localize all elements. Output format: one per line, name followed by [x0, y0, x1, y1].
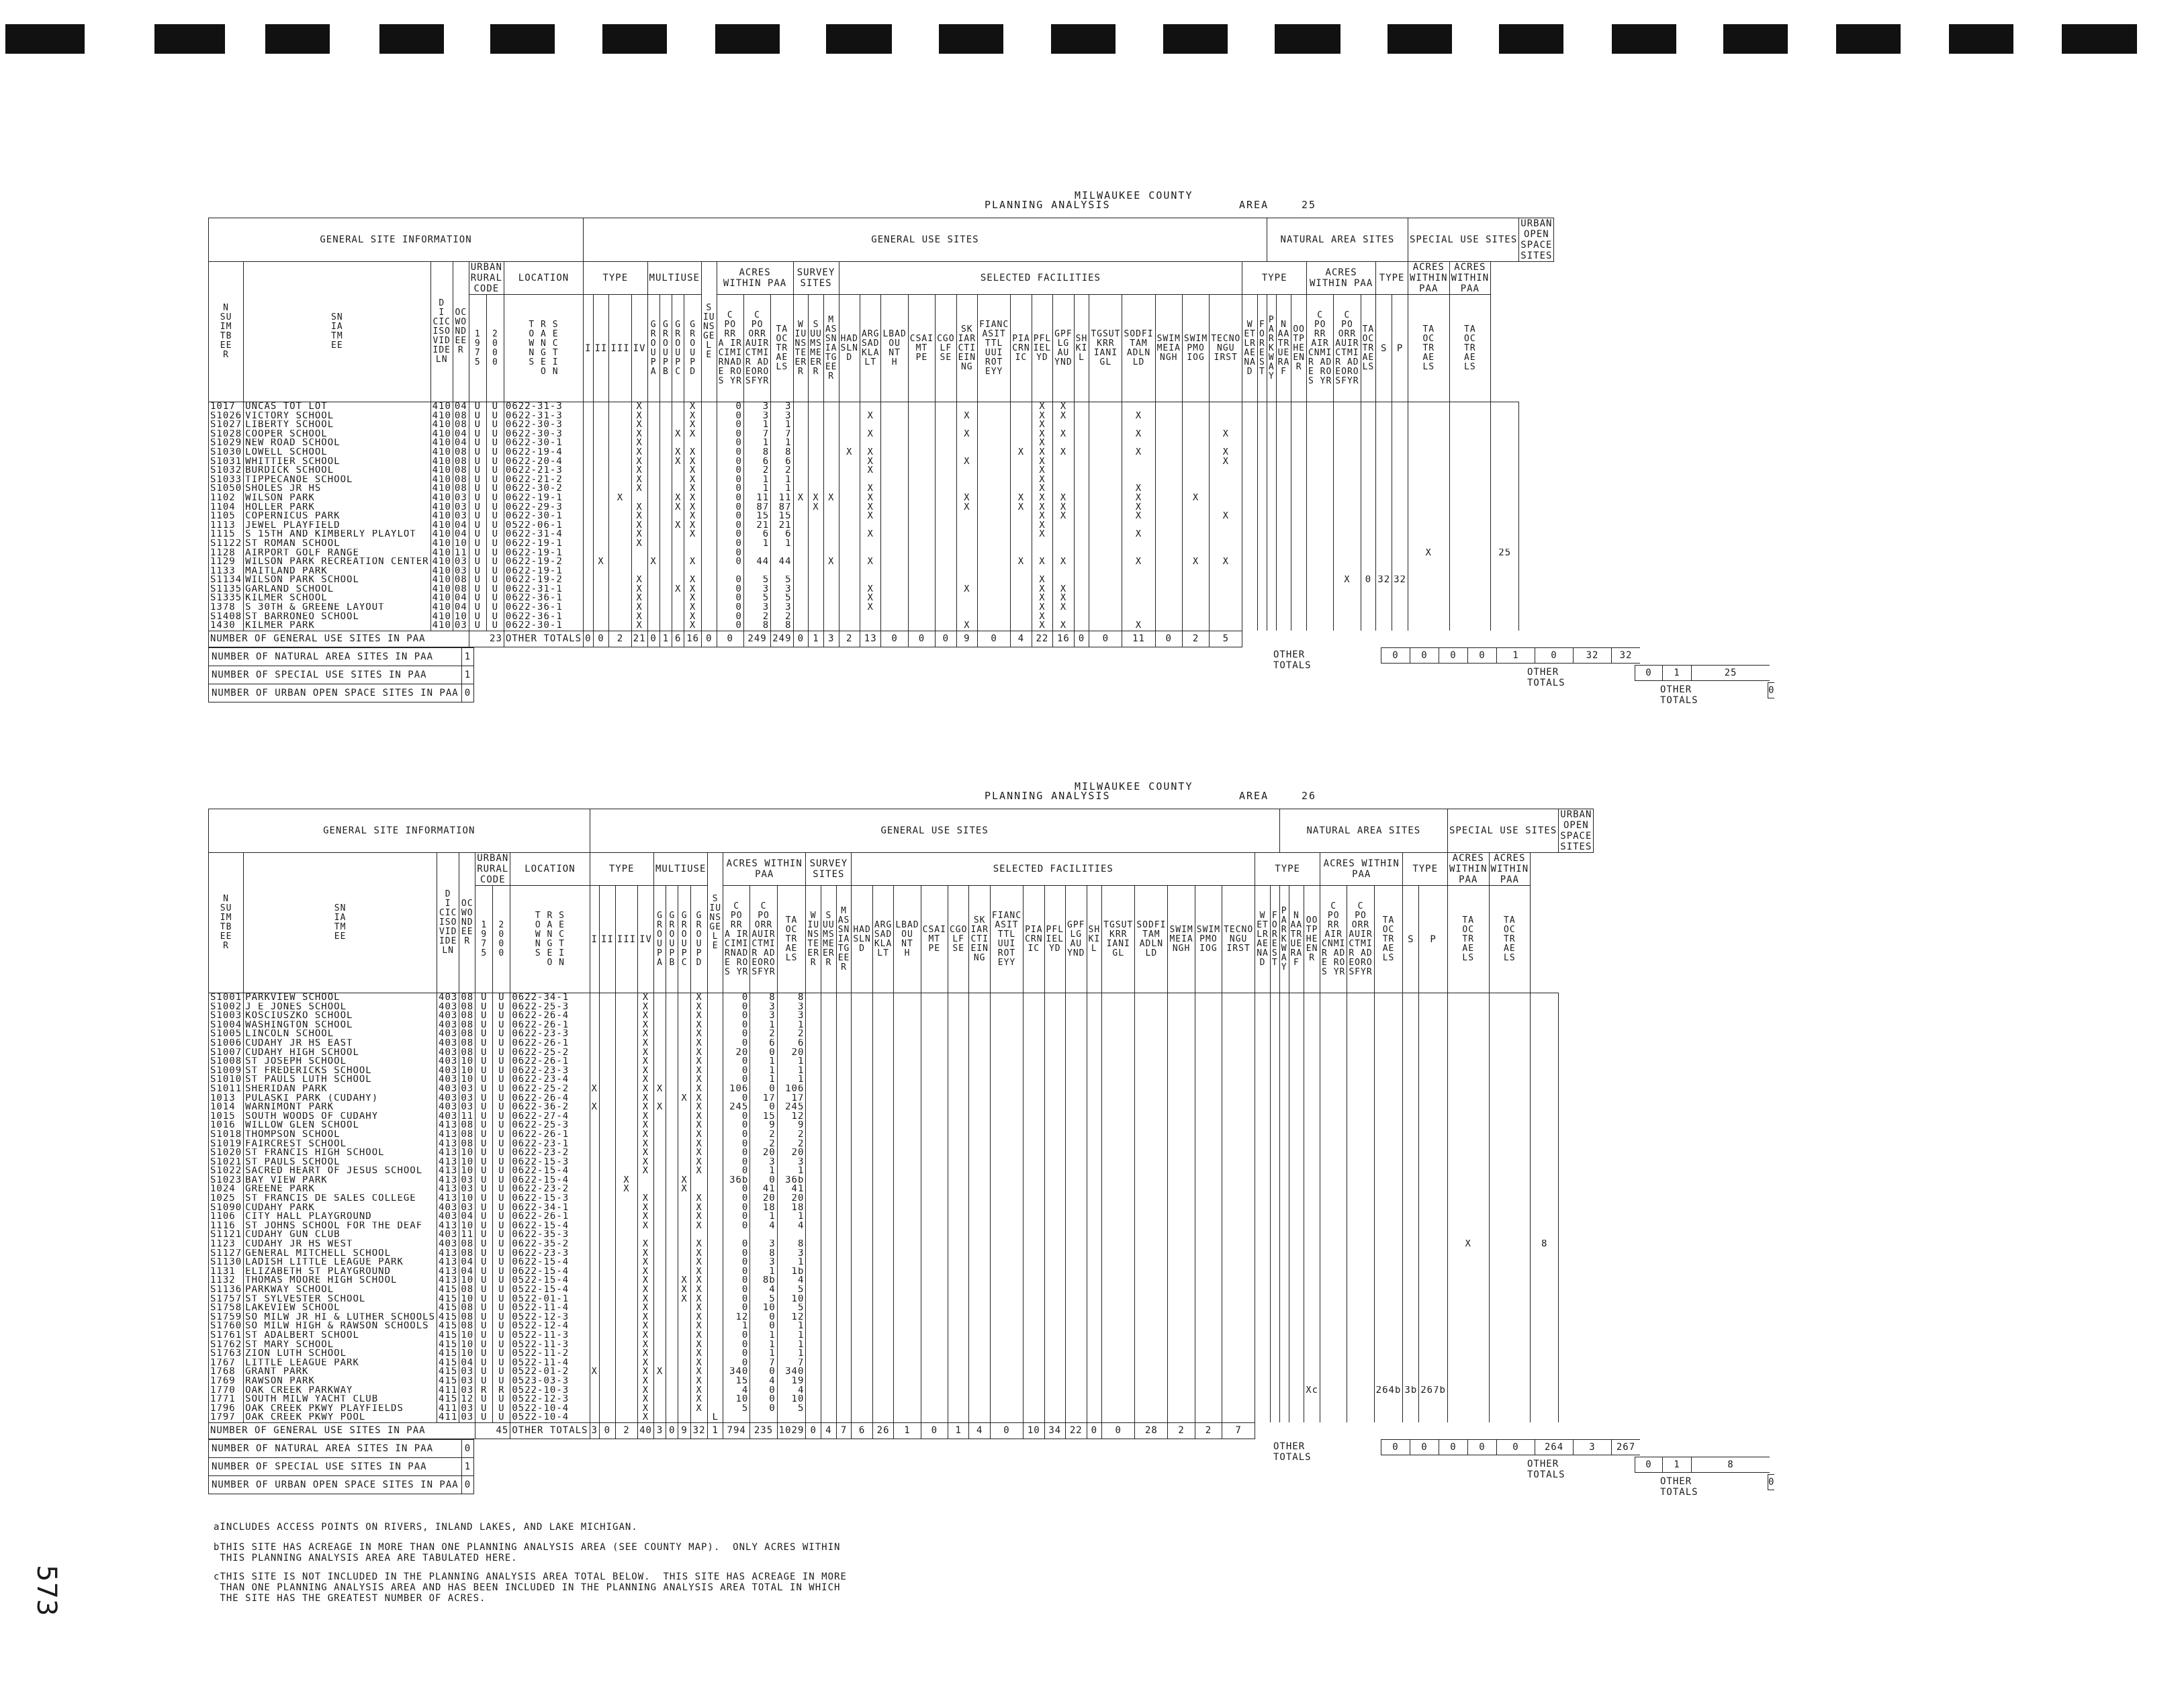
- registration-mark: [2062, 24, 2137, 54]
- urban-sites-count: 0: [461, 1476, 473, 1494]
- general-total-value: 7: [836, 1422, 852, 1439]
- table-row: S1030 LOWELL SCHOOL 410 08 U U 0622-19-4 X X X 0 8 8 X X X X X X X: [209, 448, 1554, 457]
- general-total-value: 794: [723, 1422, 750, 1439]
- table-row: S1006 CUDAHY JR HS EAST 403 08 U U 0622-26-1 X X 0 6 6: [209, 1039, 1594, 1048]
- general-total-value: 0: [936, 631, 956, 647]
- general-total-value: 6: [852, 1422, 872, 1439]
- total-value: 267: [1611, 1440, 1640, 1455]
- table-row: S1760 SO MILW HIGH & RAWSON SCHOOLS 415 08 U U 0522-12-4 X X 1 0 1: [209, 1322, 1594, 1331]
- total-value: 0: [1635, 1457, 1662, 1472]
- natural-area-sites-header: NATURAL AREA SITES: [1267, 218, 1408, 262]
- area-number: 25: [1302, 199, 1317, 211]
- registration-marks: [0, 24, 2184, 54]
- total-value: 25: [1691, 666, 1770, 680]
- table-row: S1759 SO MILW JR HI & LUTHER SCHOOLS 415 08 U U 0522-12-3 X X 12 0 12: [209, 1313, 1594, 1322]
- special-use-totals: [1635, 665, 1770, 681]
- general-total-value: 0: [908, 631, 935, 647]
- table-row: S1758 LAKEVIEW SCHOOL 415 08 U U 0522-11-4 X X 0 10 5: [209, 1304, 1594, 1313]
- general-total-value: 0: [584, 631, 593, 647]
- natural-sites-count: 1: [461, 648, 473, 666]
- general-sites-count-label: NUMBER OF GENERAL USE SITES IN PAA: [210, 633, 426, 645]
- general-totals-row: [209, 1422, 1594, 1439]
- area-label: AREA: [1239, 790, 1269, 802]
- site-count-summary: [208, 1439, 474, 1494]
- general-total-value: 0: [990, 1422, 1023, 1439]
- general-total-value: 3: [653, 1422, 666, 1439]
- table-row: S1011 SHERIDAN PARK 403 03 U U 0622-25-2 X X X X 106 0 106: [209, 1085, 1594, 1094]
- general-total-value: 1: [659, 631, 672, 647]
- general-total-value: 0: [793, 631, 809, 647]
- table-row: 1796 OAK CREEK PKWY PLAYFIELDS 411 03 U U 0522-10-4 X X 5 0 5: [209, 1404, 1594, 1414]
- general-total-value: 16: [1053, 631, 1074, 647]
- general-total-value: 0: [921, 1422, 948, 1439]
- table-row: S1019 FAIRCREST SCHOOL 413 08 U U 0622-23-1 X X 0 2 2: [209, 1140, 1594, 1149]
- general-total-value: 10: [1023, 1422, 1044, 1439]
- general-total-value: 21: [631, 631, 647, 647]
- table-row: S1018 THOMPSON SCHOOL 413 08 U U 0622-26-1 X X 0 2 2: [209, 1130, 1594, 1140]
- total-value: 0: [1768, 1475, 1774, 1490]
- general-total-value: 11: [1122, 631, 1155, 647]
- table-row: 1024 GREENE PARK 413 03 U U 0622-23-2 X X 0 41 41: [209, 1185, 1594, 1194]
- table-row: S1032 BURDICK SCHOOL 410 08 U U 0622-21-3 X X 0 2 2 X X: [209, 466, 1554, 475]
- table-row: S1029 NEW ROAD SCHOOL 410 04 U U 0622-30-1 X 0 1 1 X: [209, 439, 1554, 448]
- table-row: S1021 ST PAULS SCHOOL 413 10 U U 0622-15-3 X X 0 3 3: [209, 1158, 1594, 1167]
- urban-open-space-totals: [1768, 682, 1774, 698]
- table-row: S1757 ST SYLVESTER SCHOOL 415 10 U U 0522-01-1 X X X 0 5 10: [209, 1295, 1594, 1304]
- table-row: 1013 PULASKI PARK (CUDAHY) 403 03 U U 0622-26-4 X X X 0 17 17: [209, 1094, 1594, 1103]
- paa-26-table-block: [208, 780, 2126, 1499]
- general-total-value: 9: [956, 631, 977, 647]
- table-row: S1009 ST FREDERICKS SCHOOL 403 10 U U 0622-23-3 X X 0 1 1: [209, 1066, 1594, 1076]
- table-row: 1115 S 15TH AND KIMBERLY PLAYLOT 410 04 U U 0622-31-4 X X 0 6 6 X X X: [209, 530, 1554, 539]
- general-total-value: 4: [969, 1422, 990, 1439]
- general-use-sites-header: GENERAL USE SITES: [584, 218, 1267, 262]
- special-use-sites-header: SPECIAL USE SITES: [1408, 218, 1518, 262]
- registration-mark: [265, 24, 330, 54]
- other-totals-label: OTHER TOTALS: [1660, 1476, 1698, 1498]
- registration-mark: [154, 24, 225, 54]
- table-row: S1136 PARKWAY SCHOOL 415 08 U U 0522-15-4 X X X 0 4 5: [209, 1285, 1594, 1295]
- general-total-value: 0: [978, 631, 1011, 647]
- table-row: 1102 WILSON PARK 410 03 U U 0622-19-1 X X X 0 11 11 X X X X X X X X X X: [209, 494, 1554, 503]
- table-row: 1017 UNCAS TOT LOT 410 04 U U 0622-31-3 X X 0 3 3 X X: [209, 402, 1554, 412]
- table-row: S1003 KOSCIUSZKO SCHOOL 403 08 U U 0622-26-4 X X 0 3 3: [209, 1011, 1594, 1021]
- table-row: 1129 WILSON PARK RECREATION CENTER 410 03 U U 0622-19-2 X X X 0 44 44 X X X X X X X X: [209, 557, 1554, 567]
- general-totals-row: [209, 631, 1554, 647]
- natural-sites-count-label: NUMBER OF NATURAL AREA SITES IN PAA: [209, 648, 462, 666]
- other-totals-label: OTHER TOTALS: [504, 631, 583, 647]
- other-totals-label: OTHER TOTALS: [1527, 1459, 1565, 1480]
- general-total-value: 13: [860, 631, 880, 647]
- other-totals-label: OTHER TOTALS: [510, 1422, 590, 1439]
- total-value: 0: [1496, 1440, 1535, 1455]
- general-total-value: 0: [593, 631, 609, 647]
- urban-open-space-header: URBAN OPEN SPACE SITES: [1519, 218, 1554, 262]
- special-sites-count: 1: [461, 1458, 473, 1476]
- other-totals-label: OTHER TOTALS: [1273, 1441, 1312, 1463]
- natural-area-totals: [1381, 1439, 1640, 1455]
- general-total-value: 6: [672, 631, 684, 647]
- natural-area-totals: [1381, 647, 1640, 664]
- urban-open-space-header: URBAN OPEN SPACE SITES: [1559, 809, 1594, 853]
- total-value: 0: [1410, 648, 1439, 663]
- general-total-value: 0: [1102, 1422, 1135, 1439]
- table-row: S1121 CUDAHY GUN CLUB 403 11 U U 0622-35-3: [209, 1230, 1594, 1240]
- natural-area-sites-header: NATURAL AREA SITES: [1279, 809, 1447, 853]
- table-row: S1031 WHITTIER SCHOOL 410 08 U U 0622-20-4 X X X 0 6 6 X X X X: [209, 457, 1554, 467]
- general-total-value: 0: [666, 1422, 678, 1439]
- table-row: 1378 S 30TH & GREENE LAYOUT 410 04 U U 0622-36-1 X X 0 3 3 X X X: [209, 603, 1554, 612]
- total-value: 0: [1635, 666, 1662, 680]
- paa-25-table-block: [208, 189, 2126, 713]
- natural-sites-count-label: NUMBER OF NATURAL AREA SITES IN PAA: [209, 1440, 462, 1458]
- total-value: 3: [1573, 1440, 1611, 1455]
- footnote-a: aINCLUDES ACCESS POINTS ON RIVERS, INLAND LAKES, AND LAKE MICHIGAN.: [214, 1522, 638, 1533]
- general-total-value: 249: [771, 631, 793, 647]
- table-row: S1763 ZION LUTH SCHOOL 415 10 U U 0522-11-2 X X 0 1 1: [209, 1349, 1594, 1359]
- table-row: S1050 SHOLES JR HS 410 08 U U 0622-30-2 X X 0 1 1 X X X: [209, 484, 1554, 494]
- total-value: 0: [1381, 648, 1410, 663]
- urban-sites-count: 0: [461, 684, 473, 702]
- page-number: 573: [31, 1565, 62, 1616]
- general-total-value: 1: [948, 1422, 968, 1439]
- registration-mark: [1051, 24, 1116, 54]
- general-site-information-header: GENERAL SITE INFORMATION: [209, 809, 590, 853]
- special-sites-count-label: NUMBER OF SPECIAL USE SITES IN PAA: [209, 1458, 462, 1476]
- registration-mark: [939, 24, 1003, 54]
- general-total-value: 28: [1135, 1422, 1168, 1439]
- general-total-value: 32: [690, 1422, 708, 1439]
- general-total-value: 7: [1222, 1422, 1255, 1439]
- general-total-value: 2: [1195, 1422, 1222, 1439]
- total-value: 32: [1611, 648, 1640, 663]
- total-value: 0: [1410, 1440, 1439, 1455]
- total-value: 0: [1467, 1440, 1496, 1455]
- other-totals-label: OTHER TOTALS: [1660, 684, 1698, 706]
- table-row: 1767 LITTLE LEAGUE PARK 415 04 U U 0522-11-4 X X 0 7 7: [209, 1359, 1594, 1368]
- table-row: 1797 OAK CREEK PKWY POOL 411 03 U U 0522-10-4 X L: [209, 1413, 1594, 1422]
- table-row: S1122 ST ROMAN SCHOOL 410 10 U U 0622-19-1 X 0 1 1: [209, 539, 1554, 549]
- total-value: 1: [1662, 1457, 1691, 1472]
- total-value: 0: [1768, 683, 1774, 698]
- general-total-value: 26: [872, 1422, 893, 1439]
- table-row: 1132 THOMAS MOORE HIGH SCHOOL 413 10 U U 0522-15-4 X X X 0 8b 4: [209, 1276, 1594, 1285]
- table-row: S1005 LINCOLN SCHOOL 403 08 U U 0622-23-3 X X 0 2 2: [209, 1030, 1594, 1039]
- general-total-value: 2: [615, 1422, 637, 1439]
- special-sites-count-label: NUMBER OF SPECIAL USE SITES IN PAA: [209, 666, 462, 684]
- table-row: S1010 ST PAULS LUTH SCHOOL 403 10 U U 0622-23-4 X X 0 1 1: [209, 1075, 1594, 1085]
- table-row: S1033 TIPPECANOE SCHOOL 410 08 U U 0622-21-2 X X 0 1 1 X: [209, 475, 1554, 485]
- table-row: S1762 ST MARY SCHOOL 415 10 U U 0522-11-3 X X 0 1 1: [209, 1340, 1594, 1350]
- registration-mark: [1275, 24, 1340, 54]
- registration-mark: [1499, 24, 1563, 54]
- planning-analysis-title: PLANNING ANALYSIS: [985, 790, 1111, 802]
- total-value: 0: [1439, 1440, 1467, 1455]
- registration-mark: [1949, 24, 2013, 54]
- general-total-value: 22: [1066, 1422, 1087, 1439]
- table-row: 1430 KILMER PARK 410 03 U U 0622-30-1 X X 0 8 8 X X X X: [209, 621, 1554, 631]
- table-row: S1408 ST BARRONEO SCHOOL 410 10 U U 0622-36-1 X X 0 2 2 X: [209, 612, 1554, 622]
- registration-mark: [1612, 24, 1676, 54]
- general-total-value: 0: [701, 631, 717, 647]
- general-total-value: 4: [821, 1422, 837, 1439]
- table-row: 1116 ST JOHNS SCHOOL FOR THE DEAF 413 10 U U 0622-15-4 X X 0 4 4: [209, 1222, 1594, 1231]
- table-row: 1014 WARNIMONT PARK 403 03 U U 0622-36-2 X X X X 245 0 245: [209, 1103, 1594, 1112]
- table-row: S1002 J E JONES SCHOOL 403 08 U U 0622-25-3 X X 0 3 3: [209, 1003, 1594, 1012]
- special-use-sites-header: SPECIAL USE SITES: [1447, 809, 1558, 853]
- table-row: S1134 WILSON PARK SCHOOL 410 08 U U 0622-19-2 X X 0 5 5 X X 0 32 32: [209, 576, 1554, 585]
- county-title: MILWAUKEE COUNTY: [1075, 189, 1193, 201]
- table-row: 1104 HOLLER PARK 410 03 U U 0622-29-3 X X X 0 87 87 X X X X X X X: [209, 503, 1554, 512]
- special-use-totals: [1635, 1457, 1770, 1473]
- registration-mark: [826, 24, 892, 54]
- urban-sites-count-label: NUMBER OF URBAN OPEN SPACE SITES IN PAA: [209, 1476, 462, 1494]
- table-row: S1026 VICTORY SCHOOL 410 08 U U 0622-31-3 X X 0 3 3 X X X X X: [209, 412, 1554, 421]
- site-inventory-table: GENERAL SITE INFORMATION GENERAL USE SITES NATURAL AREA SITES SPECIAL USE SITES URBAN OPEN SPACE SITES N SU IM TB EE R SN IA TM EE D I CIC ISO VID IDE LN OC WO ND EE R URBAN RURAL CODE LOCATION TYPE MULTIUSE S IU NS GE L E ACRES WITHIN PAA SURVEY SITES SELECTED FACILITIES TYPE ACRES WITHIN PAA TYPE ACRES WITHIN PAA ACRES WITHIN PAA 1 9 7 5 2 0 0 0 T R S O A E W N C N G T S E I O N I II III IV G R O U P A G R O U P B G R O U P C G R O U P D C PO RR A IR CIMI RNAD E RO S YR C PO ORR AUIR CTMI R AD EORO SFYR TA OC TR AE LS W IU NS TE ER R S UU MS ME ER R M AS SN IA TG EE R HAD SLN D ARG SAD KLA LT LBAD OU NT H CSAI MT PE CGO LF SE SK IAR CTI EIN NG FIANC ASIT TTL UUI ROT EYY PIA CRN IC PFL IEL YD GPF LG AU YND SH KI L TGSUT KRR IANI GL SODFI TAM ADLN LD SWIM MEIA NGH SWIM PMO IOG TECNO NGU IRST W ET LR AE NA D F O R E S T P A R K W A Y N AA TR UE RA F OO TP HE EN R C PO RR AIR CNMI R AD E RO S YR C PO ORR AUIR CTMI R AD EORO SFYR TA OC TR AE LS S P TA OC TR AE LS TA OC TR AE LS S1001 PARKVIEW SCHOOL 403 08 U U 0622-34-1 X X 0 8 8 S1002 J E JONES SCHOOL 403 08 U U 0622-25-3 X X 0 3 3 S1003 KOSCIUSZKO SCHOOL 403 08 U U 0622-26-4 X X 0 3 3 S1004 WASHINGTON SCHOOL 403 08 U U 0622-26-1 X X 0 1 1 S1005 LINCOLN SCHOOL 403 08 U U 0622-23-3 X X 0 2 2 S1006 CUDAHY JR HS EAST 403 08 U U 0622-26-1 X X 0 6 6 S1007 CUDAHY HIGH SCHOOL 403 08 U U 0622-25-2 X X 20 0 20 S1008 ST JOSEPH SCHOOL 403 10 U U 0622-26-1 X X 0 1 1 S1009 ST FREDERICKS SCHOOL 403 10 U U 0622-23-3 X X 0 1 1 S1010 ST PAULS LUTH SCHOOL 403 10 U U 0622-23-4 X X 0 1 1 S1011 SHERIDAN PARK 403 03 U U 0622-25-2 X X X X 106 0 106 1013 PULASKI PARK (CUDAHY) 403 03 U U 0622-26-4 X X X 0 17 17 1014 WARNIMONT PARK 403 03 U U 0622-36-2 X X X X 245 0 245 1015 SOUTH WOODS OF CUDAHY 403 11 U U 0622-27-4 X X 0 15 12 1016 WILLOW GLEN SCHOOL 413 08 U U 0622-25-3 X X 0 9 9 S1018 THOMPSON SCHOOL 413 08 U U 0622-26-1 X X 0 2 2 S1019 FAIRCREST SCHOOL 413 08 U U 0622-23-1 X X 0 2 2 S1020 ST FRANCIS HIGH SCHOOL 413 10 U U 0622-23-2 X X 0 20 20 S1021 ST PAULS SCHOOL 413 10 U U 0622-15-3 X X 0 3 3 S1022 SACRED HEART OF JESUS SCHOOL 413 10 U U 0622-15-4 X X 0 1 1 S1023 BAY VIEW PARK 413 03 U U 0622-15-4 X X 36b 0 36b 1024 GREENE PARK 413 03 U U 0622-23-2 X X 0 41 41 1025 ST FRANCIS DE SALES COLLEGE 413 10 U U 0622-15-3 X X 0 20 20 S1090 CUDAHY PARK 403 03 U U 0622-34-1 X X 0 18 18 1106 CITY HALL PLAYGROUND 403 04 U U 0622-26-1 X X 0 1 1 1116 ST JOHNS SCHOOL FOR THE DEAF 413 10 U U 0622-15-4 X X 0 4 4 S1121 CUDAHY GUN CLUB 403 11 U U 0622-35-3 1123 CUDAHY JR HS WEST 403 08 U U 0622-35-2 X X 0 3 8 X 8 S1127 GENERAL MITCHELL SCHOOL 413 08 U U 0622-23-3 X X 0 8 3 S1130 LADISH LITTLE LEAGUE PARK 413 04 U U 0622-15-4 X X 0 3 1 1131 ELIZABETH ST PLAYGROUND 413 04 U U 0622-15-4 X X 0 1 1b 1132 THOMAS MOORE HIGH SCHOOL 413 10 U U 0522-15-4 X X X 0 8b 4 S1136 PARKWAY SCHOOL 415 08 U U 0522-15-4 X X X 0 4 5 S1757 ST SYLVESTER SCHOOL 415 10 U U 0522-01-1 X X X 0 5 10 S1758 LAKEVIEW SCHOOL 415 08 U U 0522-11-4 X X 0 10 5 S1759 SO MILW JR HI & LUTHER SCHOOLS 415 08 U U 0522-12-3 X X 12 0 12 S1760 SO MILW HIGH & RAWSON SCHOOLS 415 08 U U 0522-12-4 X X 1 0 1 S1761 ST ADALBERT SCHOOL 415 10 U U 0522-11-3 X X 0 1 1 S1762 ST MARY SCHOOL 415 10 U U 0522-11-3 X X 0 1 1 S1763 ZION LUTH SCHOOL 415 10 U U 0522-11-2 X X 0 1 1 1767 LITTLE LEAGUE PARK 415 04 U U 0522-11-4 X X 0 7 7 1768 GRANT PARK 415 03 U U 0522-01-2 X X X X 340 0 340 1769 RAWSON PARK 415 03 U U 0523-03-3 X X 15 4 19 1770 OAK CREEK PARKWAY 411 03 R R 0522-10-3 X X 4 0 4 Xc 264b 3b 267b 1771 SOUTH MILW YACHT CLUB 415 12 U U 0522-12-3 X X 10 0 10 1796 OAK CREEK PKWY PLAYFIELDS 411 03 U U 0522-10-4 X X 5 0 5 1797 OAK CREEK PKWY POOL 411 03 U U 0522-10-4 X L NUMBER OF GENERAL USE SITES IN PAA 45 OTHER TOTALS 3 0 2 40 3 0 9 32 1 794 235 1029 0 4 7 6 26 1 0 1 4 0 10 34 22 0 0 28 2 2 7: [208, 809, 1594, 1439]
- table-row: 1770 OAK CREEK PARKWAY 411 03 R R 0522-10-3 X X 4 0 4 Xc 264b 3b 267b: [209, 1386, 1594, 1396]
- total-value: 32: [1573, 648, 1611, 663]
- general-total-value: 3: [590, 1422, 599, 1439]
- general-total-value: 0: [1087, 1422, 1102, 1439]
- table-row: S1127 GENERAL MITCHELL SCHOOL 413 08 U U 0622-23-3 X X 0 8 3: [209, 1249, 1594, 1259]
- general-total-value: 1: [708, 1422, 723, 1439]
- general-total-value: 0: [1089, 631, 1122, 647]
- total-value: 8: [1691, 1457, 1770, 1472]
- table-row: S1135 GARLAND SCHOOL 410 08 U U 0622-31-1 X X X 0 3 3 X X X X: [209, 585, 1554, 594]
- registration-mark: [1723, 24, 1788, 54]
- general-total-value: 0: [717, 631, 743, 647]
- table-row: 1131 ELIZABETH ST PLAYGROUND 413 04 U U 0622-15-4 X X 0 1 1b: [209, 1267, 1594, 1277]
- registration-mark: [490, 24, 555, 54]
- registration-mark: [1836, 24, 1901, 54]
- area-label: AREA: [1239, 199, 1269, 211]
- general-total-value: 4: [1011, 631, 1032, 647]
- table-row: S1023 BAY VIEW PARK 413 03 U U 0622-15-4 X X 36b 0 36b: [209, 1176, 1594, 1185]
- table-row: S1335 KILMER SCHOOL 410 04 U U 0622-36-1 X X 0 5 5 X X X: [209, 594, 1554, 603]
- registration-mark: [1387, 24, 1452, 54]
- table-row: S1761 ST ADALBERT SCHOOL 415 10 U U 0522-11-3 X X 0 1 1: [209, 1331, 1594, 1340]
- table-row: S1007 CUDAHY HIGH SCHOOL 403 08 U U 0622-25-2 X X 20 0 20: [209, 1048, 1594, 1058]
- other-totals-label: OTHER TOTALS: [1527, 667, 1565, 688]
- general-total-value: 249: [743, 631, 770, 647]
- table-row: 1128 AIRPORT GOLF RANGE 410 11 U U 0622-19-1 0 X 25: [209, 549, 1554, 558]
- general-total-value: 0: [647, 631, 659, 647]
- table-row: 1769 RAWSON PARK 415 03 U U 0523-03-3 X X 15 4 19: [209, 1377, 1594, 1386]
- general-total-value: 3: [823, 631, 839, 647]
- table-row: 1105 COPERNICUS PARK 410 03 U U 0622-30-1 X X 0 15 15 X X X X X: [209, 512, 1554, 521]
- table-row: 1016 WILLOW GLEN SCHOOL 413 08 U U 0622-25-3 X X 0 9 9: [209, 1121, 1594, 1130]
- natural-sites-count: 0: [461, 1440, 473, 1458]
- registration-mark: [602, 24, 667, 54]
- table-row: S1001 PARKVIEW SCHOOL 403 08 U U 0622-34-1 X X 0 8 8: [209, 993, 1594, 1003]
- table-row: 1133 MAITLAND PARK 410 03 U U 0622-19-1: [209, 567, 1554, 576]
- general-total-value: 2: [1168, 1422, 1195, 1439]
- general-total-value: 2: [1182, 631, 1209, 647]
- general-total-value: 5: [1210, 631, 1242, 647]
- site-count-summary: [208, 647, 474, 702]
- total-value: 1: [1496, 648, 1535, 663]
- general-total-value: 9: [678, 1422, 690, 1439]
- table-row: S1004 WASHINGTON SCHOOL 403 08 U U 0622-26-1 X X 0 1 1: [209, 1021, 1594, 1030]
- registration-mark: [1163, 24, 1228, 54]
- site-inventory-table: GENERAL SITE INFORMATION GENERAL USE SITES NATURAL AREA SITES SPECIAL USE SITES URBAN OPEN SPACE SITES N SU IM TB EE R SN IA TM EE D I CIC ISO VID IDE LN OC WO ND EE R URBAN RURAL CODE LOCATION TYPE MULTIUSE S IU NS GE L E ACRES WITHIN PAA SURVEY SITES SELECTED FACILITIES TYPE ACRES WITHIN PAA TYPE ACRES WITHIN PAA ACRES WITHIN PAA 1 9 7 5 2 0 0 0 T R S O A E W N C N G T S E I O N I II III IV G R O U P A G R O U P B G R O U P C G R O U P D C PO RR A IR CIMI RNAD E RO S YR C PO ORR AUIR CTMI R AD EORO SFYR TA OC TR AE LS W IU NS TE ER R S UU MS ME ER R M AS SN IA TG EE R HAD SLN D ARG SAD KLA LT LBAD OU NT H CSAI MT PE CGO LF SE SK IAR CTI EIN NG FIANC ASIT TTL UUI ROT EYY PIA CRN IC PFL IEL YD GPF LG AU YND SH KI L TGSUT KRR IANI GL SODFI TAM ADLN LD SWIM MEIA NGH SWIM PMO IOG TECNO NGU IRST W ET LR AE NA D F O R E S T P A R K W A Y N AA TR UE RA F OO TP HE EN R C PO RR AIR CNMI R AD E RO S YR C PO ORR AUIR CTMI R AD EORO SFYR TA OC TR AE LS S P TA OC TR AE LS TA OC TR AE LS 1017 UNCAS TOT LOT 410 04 U U 0622-31-3 X X 0 3 3 X X S1026 VICTORY SCHOOL 410 08 U U 0622-31-3 X X 0 3 3 X X X X X S1027 LIBERTY SCHOOL 410 08 U U 0622-30-3 X X 0 1 1 X S1028 COOPER SCHOOL 410 04 U U 0622-30-3 X X X 0 7 7 X X X X X X S1029 NEW ROAD SCHOOL 410 04 U U 0622-30-1 X 0 1 1 X S1030 LOWELL SCHOOL 410 08 U U 0622-19-4 X X X 0 8 8 X X X X X X X S1031 WHITTIER SCHOOL 410 08 U U 0622-20-4 X X X 0 6 6 X X X X S1032 BURDICK SCHOOL 410 08 U U 0622-21-3 X X 0 2 2 X X S1033 TIPPECANOE SCHOOL 410 08 U U 0622-21-2 X X 0 1 1 X S1050 SHOLES JR HS 410 08 U U 0622-30-2 X X 0 1 1 X X X 1102 WILSON PARK 410 03 U U 0622-19-1 X X X 0 11 11 X X X X X X X X X X 1104 HOLLER PARK 410 03 U U 0622-29-3 X X X 0 87 87 X X X X X X X 1105 COPERNICUS PARK 410 03 U U 0622-30-1 X X 0 15 15 X X X X X 1113 JEWEL PLAYFIELD 410 04 U U 0522-06-1 X X X 0 21 21 X 1115 S 15TH AND KIMBERLY PLAYLOT 410 04 U U 0622-31-4 X X 0 6 6 X X X S1122 ST ROMAN SCHOOL 410 10 U U 0622-19-1 X 0 1 1 1128 AIRPORT GOLF RANGE 410 11 U U 0622-19-1 0 X 25 1129 WILSON PARK RECREATION CENTER 410 03 U U 0622-19-2 X X X 0 44 44 X X X X X X X X 1133 MAITLAND PARK 410 03 U U 0622-19-1 S1134 WILSON PARK SCHOOL 410 08 U U 0622-19-2 X X 0 5 5 X X 0 32 32 S1135 GARLAND SCHOOL 410 08 U U 0622-31-1 X X X 0 3 3 X X X X S1335 KILMER SCHOOL 410 04 U U 0622-36-1 X X 0 5 5 X X X 1378 S 30TH & GREENE LAYOUT 410 04 U U 0622-36-1 X X 0 3 3 X X X S1408 ST BARRONEO SCHOOL 410 10 U U 0622-36-1 X X 0 2 2 X 1430 KILMER PARK 410 03 U U 0622-30-1 X X 0 8 8 X X X X NUMBER OF GENERAL USE SITES IN PAA 23 OTHER TOTALS 0 0 2 21 0 1 6 16 0 0 249 249 0 1 3 2 13 0 0 0 9 0 4 22 16 0 0 11 0 2 5: [208, 218, 1554, 647]
- registration-mark: [5, 24, 85, 54]
- general-total-value: 40: [638, 1422, 654, 1439]
- area-number: 26: [1302, 790, 1317, 802]
- table-row: S1020 ST FRANCIS HIGH SCHOOL 413 10 U U 0622-23-2 X X 0 20 20: [209, 1148, 1594, 1158]
- general-total-value: 34: [1044, 1422, 1065, 1439]
- table-row: 1771 SOUTH MILW YACHT CLUB 415 12 U U 0522-12-3 X X 10 0 10: [209, 1395, 1594, 1404]
- footnote-b: bTHIS SITE HAS ACREAGE IN MORE THAN ONE PLANNING ANALYSIS AREA (SEE COUNTY MAP). ONLY ACRES WITHIN THIS PLANNING ANALYSIS AREA ARE TABULATED HERE.: [214, 1542, 841, 1563]
- table-row: 1025 ST FRANCIS DE SALES COLLEGE 413 10 U U 0622-15-3 X X 0 20 20: [209, 1194, 1594, 1203]
- table-row: 1015 SOUTH WOODS OF CUDAHY 403 11 U U 0622-27-4 X X 0 15 12: [209, 1112, 1594, 1122]
- general-total-value: 0: [806, 1422, 821, 1439]
- general-total-value: 2: [839, 631, 860, 647]
- table-row: S1028 COOPER SCHOOL 410 04 U U 0622-30-3 X X X 0 7 7 X X X X X X: [209, 430, 1554, 439]
- general-total-value: 22: [1032, 631, 1052, 647]
- general-total-value: 1: [809, 631, 824, 647]
- table-row: S1130 LADISH LITTLE LEAGUE PARK 413 04 U U 0622-15-4 X X 0 3 1: [209, 1258, 1594, 1267]
- table-row: S1008 ST JOSEPH SCHOOL 403 10 U U 0622-26-1 X X 0 1 1: [209, 1057, 1594, 1066]
- general-total-value: 0: [1074, 631, 1089, 647]
- table-row: 1768 GRANT PARK 415 03 U U 0522-01-2 X X X X 340 0 340: [209, 1367, 1594, 1377]
- general-sites-count: 23: [469, 631, 504, 647]
- total-value: 0: [1381, 1440, 1410, 1455]
- general-site-information-header: GENERAL SITE INFORMATION: [209, 218, 584, 262]
- general-total-value: 0: [1155, 631, 1182, 647]
- planning-analysis-title: PLANNING ANALYSIS: [985, 199, 1111, 211]
- urban-open-space-totals: [1768, 1474, 1774, 1490]
- total-value: 264: [1535, 1440, 1573, 1455]
- registration-mark: [379, 24, 444, 54]
- special-sites-count: 1: [461, 666, 473, 684]
- general-use-sites-header: GENERAL USE SITES: [590, 809, 1279, 853]
- table-row: S1090 CUDAHY PARK 403 03 U U 0622-34-1 X X 0 18 18: [209, 1203, 1594, 1213]
- table-row: 1123 CUDAHY JR HS WEST 403 08 U U 0622-35-2 X X 0 3 8 X 8: [209, 1240, 1594, 1249]
- general-total-value: 0: [881, 631, 908, 647]
- general-total-value: 1: [894, 1422, 921, 1439]
- general-total-value: 1029: [777, 1422, 806, 1439]
- table-row: S1027 LIBERTY SCHOOL 410 08 U U 0622-30-3 X X 0 1 1 X: [209, 420, 1554, 430]
- table-row: 1106 CITY HALL PLAYGROUND 403 04 U U 0622-26-1 X X 0 1 1: [209, 1212, 1594, 1222]
- general-sites-count-label: NUMBER OF GENERAL USE SITES IN PAA: [210, 1425, 426, 1437]
- other-totals-label: OTHER TOTALS: [1273, 649, 1312, 671]
- total-value: 0: [1439, 648, 1467, 663]
- total-value: 1: [1662, 666, 1691, 680]
- footnote-c: cTHIS SITE IS NOT INCLUDED IN THE PLANNING ANALYSIS AREA TOTAL BELOW. THIS SITE HAS ACREAGE IN MORE THAN ONE PLANNING ANALYSIS AREA AND HAS BEEN INCLUDED IN THE PLANNING ANALYSIS AREA TOTAL IN WHICH THE SITE HAS THE GREATEST NUMBER OF ACRES.: [214, 1572, 847, 1604]
- general-total-value: 0: [599, 1422, 615, 1439]
- general-total-value: 2: [609, 631, 631, 647]
- registration-mark: [715, 24, 780, 54]
- general-sites-count: 45: [475, 1422, 510, 1439]
- county-title: MILWAUKEE COUNTY: [1075, 780, 1193, 792]
- table-row: S1022 SACRED HEART OF JESUS SCHOOL 413 10 U U 0622-15-4 X X 0 1 1: [209, 1167, 1594, 1176]
- urban-sites-count-label: NUMBER OF URBAN OPEN SPACE SITES IN PAA: [209, 684, 462, 702]
- total-value: 0: [1535, 648, 1573, 663]
- total-value: 0: [1467, 648, 1496, 663]
- table-row: 1113 JEWEL PLAYFIELD 410 04 U U 0522-06-1 X X X 0 21 21 X: [209, 521, 1554, 531]
- general-total-value: 16: [684, 631, 702, 647]
- general-total-value: 235: [750, 1422, 777, 1439]
